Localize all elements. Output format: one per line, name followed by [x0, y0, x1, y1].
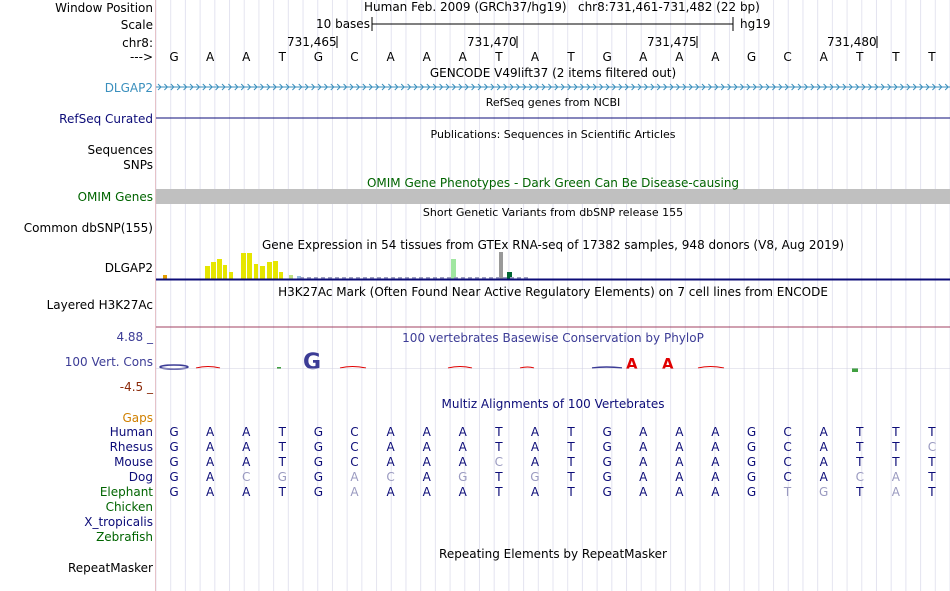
- alignment-base: C: [783, 455, 792, 469]
- gtex-bar: [279, 272, 283, 279]
- gencode-title: GENCODE V49lift37 (2 items filtered out): [429, 66, 677, 80]
- alignment-base: T: [495, 440, 503, 454]
- alignment-base: C: [927, 440, 937, 454]
- alignment-base: G: [602, 440, 612, 454]
- alignment-base: A: [891, 485, 900, 499]
- alignment-base: A: [675, 470, 684, 484]
- alignment-base: T: [928, 470, 936, 484]
- gtex-bar: [205, 266, 210, 279]
- alignment-base: G: [746, 425, 757, 439]
- alignment-base: A: [675, 440, 684, 454]
- alignment-base: T: [856, 455, 864, 469]
- alignment-base: T: [495, 485, 503, 499]
- base-7: A: [422, 50, 431, 64]
- alignment-base: T: [928, 485, 936, 499]
- base-18: A: [819, 50, 828, 64]
- gtex-bar: [289, 275, 293, 279]
- alignment-base: A: [711, 455, 720, 469]
- dbsnp-label[interactable]: Common dbSNP(155): [23, 221, 153, 235]
- base-6: A: [386, 50, 395, 64]
- window-position-label: Window Position: [55, 1, 153, 15]
- alignment-base: G: [313, 485, 324, 499]
- alignment-base: G: [458, 470, 468, 484]
- alignment-base: A: [350, 485, 359, 499]
- alignment-base: A: [639, 440, 648, 454]
- assembly-title: [364, 0, 760, 14]
- gtex-bar: [163, 275, 167, 279]
- alignment-base: T: [892, 425, 900, 439]
- alignment-base: A: [675, 485, 684, 499]
- species-label[interactable]: Chicken: [105, 500, 153, 514]
- alignment-base: C: [350, 425, 359, 439]
- alignment-base: A: [530, 485, 540, 499]
- alignment-base: A: [711, 425, 720, 439]
- alignment-base: T: [928, 455, 936, 469]
- omim-label[interactable]: OMIM Genes: [77, 190, 153, 204]
- alignment-base: T: [856, 485, 864, 499]
- alignment-base: A: [386, 485, 395, 499]
- tick-label: 731,480: [827, 35, 877, 49]
- alignment-base: A: [711, 485, 720, 499]
- gtex-label[interactable]: DLGAP2: [104, 261, 153, 275]
- alignment-base: T: [567, 440, 575, 454]
- alignment-base: G: [746, 455, 757, 469]
- repeatmasker-title: Repeating Elements by RepeatMasker: [439, 547, 667, 561]
- alignment-base: G: [602, 455, 612, 469]
- alignment-base: G: [169, 425, 179, 439]
- alignment-base: C: [494, 455, 504, 469]
- phylop-mark: [698, 367, 724, 369]
- multiz-title: Multiz Alignments of 100 Vertebrates: [441, 397, 665, 411]
- alignment-base: A: [386, 455, 395, 469]
- base-12: G: [602, 50, 612, 64]
- alignment-base: A: [891, 470, 900, 484]
- scale-label: Scale: [120, 18, 153, 32]
- gtex-bar: [254, 264, 258, 279]
- base-2: A: [242, 50, 251, 64]
- alignment-base: A: [242, 485, 251, 499]
- alignment-base: A: [242, 425, 251, 439]
- gtex-bar: [229, 272, 233, 279]
- alignment-base: T: [856, 425, 864, 439]
- base-4: G: [313, 50, 324, 64]
- alignment-base: A: [242, 455, 251, 469]
- refseq-label[interactable]: RefSeq Curated: [59, 112, 153, 126]
- phylop-label[interactable]: 100 Vert. Cons: [64, 355, 153, 369]
- alignment-base: C: [350, 455, 359, 469]
- phylop-letter: A: [626, 355, 638, 373]
- alignment-base: C: [783, 425, 792, 439]
- publications-snps-label[interactable]: SNPs: [123, 158, 153, 172]
- alignment-base: A: [458, 455, 467, 469]
- gtex-bar: [273, 261, 278, 279]
- alignment-base: T: [567, 470, 575, 484]
- strand-label: --->: [129, 50, 153, 64]
- h3k27ac-label[interactable]: Layered H3K27Ac: [46, 298, 153, 312]
- species-label[interactable]: X_tropicalis: [84, 515, 153, 529]
- assembly-name: Human Feb. 2009 (GRCh37/hg19): [364, 0, 567, 14]
- alignment-base: G: [746, 470, 757, 484]
- alignment-base: T: [856, 440, 864, 454]
- base-11: T: [567, 50, 575, 64]
- alignment-base: A: [386, 425, 395, 439]
- alignment-base: A: [819, 470, 828, 484]
- alignment-base: A: [422, 470, 431, 484]
- gtex-title: Gene Expression in 54 tissues from GTEx RNA-seq of 17382 samples, 948 donors (V8, Aug 2019): [261, 238, 845, 252]
- gtex-bar: [247, 253, 252, 279]
- scale-db: hg19: [740, 17, 771, 31]
- alignment-base: T: [567, 425, 575, 439]
- base-3: T: [278, 50, 286, 64]
- alignment-base: A: [206, 455, 215, 469]
- alignment-base: A: [675, 425, 684, 439]
- alignment-base: A: [819, 425, 828, 439]
- alignment-base: A: [639, 425, 648, 439]
- base-19: T: [856, 50, 864, 64]
- alignment-base: A: [206, 425, 215, 439]
- alignment-base: T: [495, 425, 503, 439]
- alignment-base: A: [639, 455, 648, 469]
- alignment-base: A: [530, 425, 540, 439]
- alignment-base: C: [783, 470, 792, 484]
- alignment-base: A: [711, 440, 720, 454]
- tick-label: 731,475: [647, 35, 697, 49]
- alignment-base: G: [169, 470, 179, 484]
- alignment-base: G: [602, 425, 612, 439]
- alignment-base: A: [530, 455, 540, 469]
- h3k27ac-title: H3K27Ac Mark (Often Found Near Active Regulatory Elements) on 7 cell lines from ENCODE: [278, 285, 828, 299]
- publications-title: Publications: Sequences in Scientific Articles: [430, 128, 676, 141]
- alignment-base: G: [169, 455, 179, 469]
- alignment-base: T: [892, 440, 900, 454]
- alignment-base: A: [206, 440, 215, 454]
- alignment-base: T: [278, 440, 286, 454]
- gaps-label[interactable]: Gaps: [122, 411, 153, 425]
- alignment-base: A: [639, 485, 648, 499]
- alignment-base: G: [313, 470, 324, 484]
- alignment-base: A: [242, 440, 251, 454]
- position-range[interactable]: chr8:731,461-731,482 (22 bp): [577, 0, 760, 14]
- species-label[interactable]: Zebrafish: [96, 530, 153, 544]
- species-label[interactable]: Dog: [128, 470, 153, 484]
- alignment-base: G: [819, 485, 829, 499]
- base-21: T: [928, 50, 936, 64]
- alignment-base: C: [386, 470, 395, 484]
- alignment-base: A: [458, 425, 467, 439]
- alignment-base: G: [313, 440, 324, 454]
- alignment-base: G: [746, 440, 757, 454]
- alignment-base: G: [602, 485, 612, 499]
- species-label[interactable]: Elephant: [99, 485, 153, 499]
- alignment-base: G: [169, 440, 179, 454]
- phylop-mark: [520, 367, 534, 368]
- base-15: A: [711, 50, 720, 64]
- gtex-bar: [217, 259, 222, 279]
- phylop-max-label: 4.88 _: [116, 330, 153, 344]
- base-17: C: [783, 50, 792, 64]
- alignment-base: A: [819, 440, 828, 454]
- alignment-base: T: [928, 425, 936, 439]
- omim-title: OMIM Gene Phenotypes - Dark Green Can Be Disease-causing: [366, 176, 740, 190]
- dbsnp-title: Short Genetic Variants from dbSNP release 155: [422, 206, 684, 219]
- base-20: T: [892, 50, 900, 64]
- chrom-label: chr8:: [122, 36, 153, 50]
- base-10: A: [530, 50, 540, 64]
- species-label[interactable]: Rhesus: [109, 440, 153, 454]
- alignment-base: C: [242, 470, 251, 484]
- phylop-mark: [448, 367, 472, 369]
- alignment-base: A: [675, 455, 684, 469]
- alignment-base: G: [169, 485, 179, 499]
- alignment-base: A: [422, 485, 431, 499]
- omim-bar: [156, 189, 950, 204]
- gtex-bar: [451, 259, 456, 279]
- alignment-base: A: [639, 470, 648, 484]
- alignment-base: A: [711, 470, 720, 484]
- alignment-base: G: [602, 470, 612, 484]
- base-0: G: [169, 50, 179, 64]
- scale-text: 10 bases: [316, 17, 370, 31]
- alignment-base: A: [422, 455, 431, 469]
- alignment-base: A: [458, 485, 467, 499]
- refseq-title: RefSeq genes from NCBI: [485, 96, 621, 109]
- alignment-base: T: [278, 425, 286, 439]
- alignment-base: G: [530, 470, 540, 484]
- phylop-letter: A: [662, 355, 674, 373]
- alignment-base: A: [206, 470, 215, 484]
- gencode-gene-label[interactable]: DLGAP2: [104, 81, 153, 95]
- alignment-base: A: [819, 455, 828, 469]
- phylop-letter: G: [303, 350, 322, 375]
- phylop-title: 100 vertebrates Basewise Conservation by PhyloP: [402, 331, 704, 345]
- alignment-base: A: [422, 440, 431, 454]
- gtex-bar: [241, 253, 246, 279]
- alignment-base: A: [386, 440, 395, 454]
- base-8: A: [458, 50, 467, 64]
- base-1: A: [206, 50, 215, 64]
- base-16: G: [746, 50, 757, 64]
- base-5: C: [350, 50, 359, 64]
- gtex-bar: [499, 252, 503, 279]
- phylop-mark: [592, 367, 622, 368]
- phylop-min-label: -4.5 _: [119, 380, 153, 394]
- alignment-base: A: [422, 425, 431, 439]
- alignment-base: A: [530, 440, 540, 454]
- alignment-base: T: [495, 470, 503, 484]
- alignment-base: C: [783, 440, 792, 454]
- alignment-base: T: [278, 485, 286, 499]
- alignment-base: G: [277, 470, 287, 484]
- base-13: A: [639, 50, 648, 64]
- alignment-base: C: [855, 470, 864, 484]
- gtex-bar: [223, 265, 227, 279]
- tick-label: 731,470: [467, 35, 517, 49]
- species-label[interactable]: Mouse: [114, 455, 153, 469]
- alignment-base: A: [206, 485, 215, 499]
- alignment-base: T: [783, 485, 792, 499]
- alignment-base: T: [892, 455, 900, 469]
- alignment-base: G: [746, 485, 757, 499]
- alignment-base: T: [567, 455, 575, 469]
- alignment-base: T: [278, 455, 286, 469]
- alignment-base: A: [350, 470, 359, 484]
- alignment-base: T: [567, 485, 575, 499]
- alignment-base: C: [350, 440, 359, 454]
- gtex-bar: [211, 262, 216, 279]
- base-14: A: [675, 50, 684, 64]
- tick-label: 731,465: [287, 35, 337, 49]
- alignment-base: A: [458, 440, 467, 454]
- gtex-bar: [267, 262, 272, 279]
- repeatmasker-label[interactable]: RepeatMasker: [67, 561, 153, 575]
- gtex-bar: [260, 266, 265, 279]
- base-9: T: [495, 50, 503, 64]
- alignment-base: G: [313, 425, 324, 439]
- phylop-mark: [196, 367, 220, 369]
- species-label[interactable]: Human: [109, 425, 153, 439]
- alignment-base: G: [313, 455, 324, 469]
- publications-sequences-label[interactable]: Sequences: [87, 143, 153, 157]
